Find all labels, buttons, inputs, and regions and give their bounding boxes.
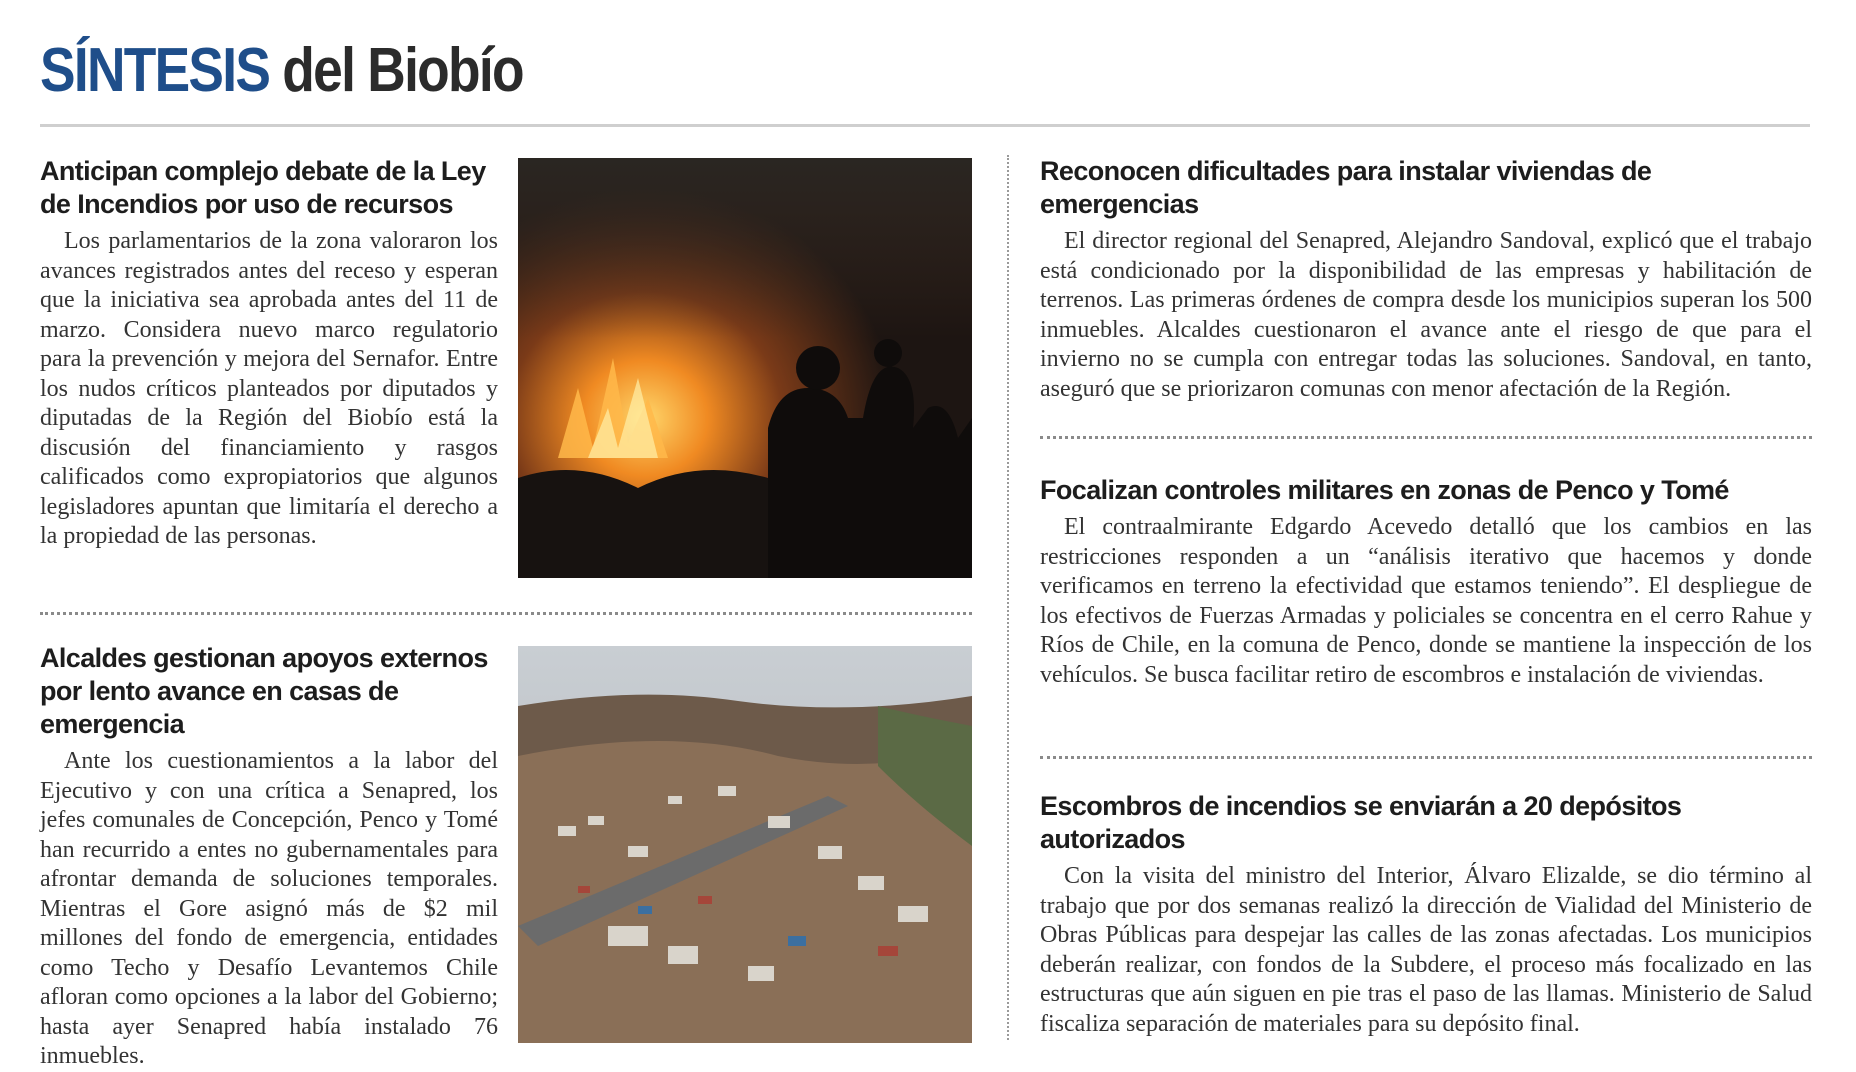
article-headline: Reconocen dificultades para instalar viviendas de emergencias — [1040, 156, 1652, 219]
article-divider — [1040, 436, 1812, 439]
wildfire-photo — [518, 158, 972, 578]
section-title — [40, 36, 523, 105]
article-body: Con la visita del ministro del Interior, Álvaro Elizalde, se dio término al trabajo que por dos semanas realizó la dirección de Vialidad del Ministerio de Obras Públicas para despejar las calles de las zonas afectadas. Los municipios deberán realizar, con fondos de la Subdere, el proceso más focalizado en las estructuras que aún siguen en pie tras el paso de las llamas. Ministerio de Salud fiscaliza separación de materiales para su depósito final. — [1040, 863, 1812, 1037]
article-headline: Anticipan complejo debate de la Ley de Incendios por uso de recursos — [40, 156, 486, 219]
article-divider — [40, 612, 972, 615]
article-divider — [1040, 756, 1812, 759]
article-body: El director regional del Senapred, Alejandro Sandoval, explicó que el trabajo está condicionado por la disponibilidad de las empresas y habilitación de terrenos. Las primeras órdenes de compra desde los municipios superan los 500 inmuebles. Alcaldes cuestionaron el avance ante el riesgo de que para el invierno no se cumpla con entregar todas las soluciones. Sandoval, en tanto, aseguró que se priorizaron comunas con menor afectación de la Región. — [1040, 228, 1812, 402]
article-headline: Alcaldes gestionan apoyos externos por lento avance en casas de emergencia — [40, 643, 488, 739]
article-alcaldes-apoyos — [40, 642, 498, 1072]
article-headline: Focalizan controles militares en zonas de Penco y Tomé — [1040, 475, 1729, 505]
section-title-rest: del Biobío — [282, 36, 523, 105]
article-escombros-depositos — [1040, 790, 1812, 1039]
article-ley-incendios — [40, 155, 498, 552]
header-rule — [40, 124, 1810, 127]
section-title-highlight: SÍNTESIS — [40, 36, 270, 105]
aerial-burned-hillside-photo — [518, 646, 972, 1043]
article-body: Los parlamentarios de la zona valoraron los avances registrados antes del receso y esperan que la iniciativa sea aprobada antes del 11 de marzo. Considera nuevo marco regulatorio para la prevención y mejora del Sernafor. Entre los nudos críticos planteados por diputados y diputadas de la Región del Biobío está la discusión del financiamiento y rasgos calificados como expropiatorios que algunos legisladores apuntan que limitaría el derecho a la propiedad de las personas. — [40, 228, 498, 549]
article-body: El contraalmirante Edgardo Acevedo detalló que los cambios en las restricciones responden a un “análisis iterativo que hacemos y donde verificamos en terreno la efectividad que estamos teniendo”. El despliegue de los efectivos de Fuerzas Armadas y policiales se concentra en el cerro Rahue y Ríos de Chile, en la comuna de Penco, donde se mantiene la inspección de los vehículos. Se busca facilitar retiro de escombros e instalación de viviendas. — [1040, 514, 1812, 688]
article-body: Ante los cuestionamientos a la labor del Ejecutivo y con una crítica a Senapred, los jefes comunales de Concepción, Penco y Tomé han recurrido a entes no gubernamentales para afrontar demanda de soluciones temporales. Mientras el Gore asignó más de $2 mil millones del fondo de emergencia, entidades como Techo y Desafío Levantemos Chile afloran como opciones a la labor del Gobierno; hasta ayer Senapred había instalado 76 inmuebles. — [40, 748, 498, 1069]
article-controles-militares — [1040, 474, 1812, 690]
article-headline: Escombros de incendios se enviarán a 20 depósitos autorizados — [1040, 791, 1682, 854]
column-divider — [1007, 155, 1009, 1040]
article-viviendas-emergencia — [1040, 155, 1812, 404]
